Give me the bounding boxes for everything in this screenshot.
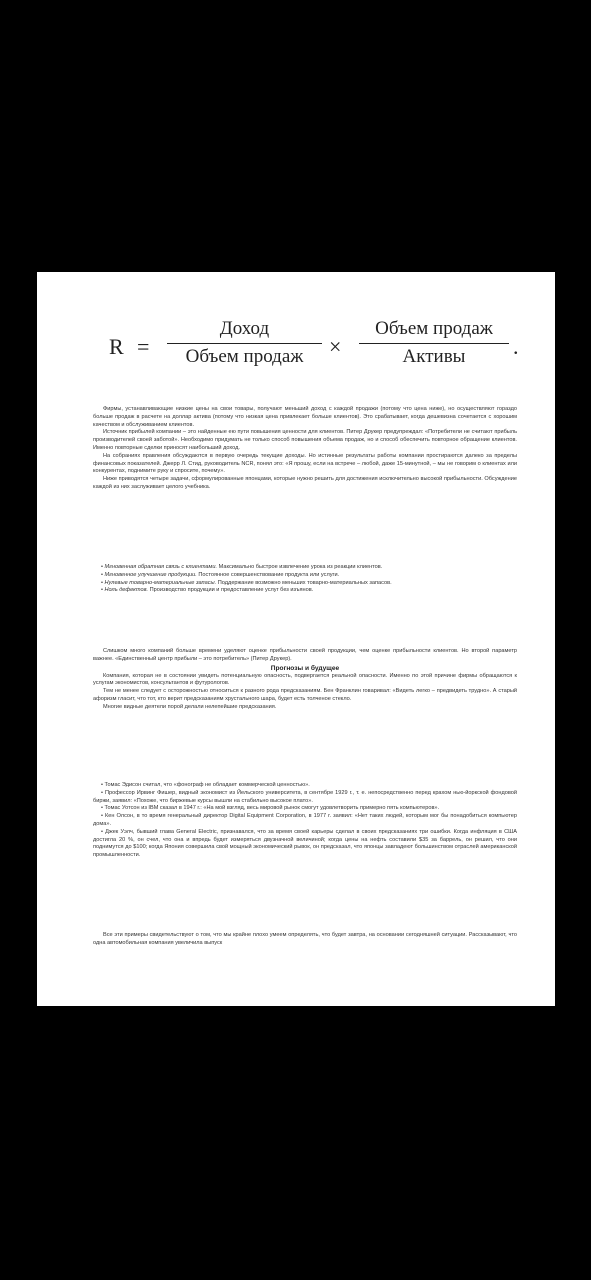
list-item-text: Производство продукции и предоставление услуг без изъянов. [149, 587, 314, 594]
paragraph: Компания, которая не в состоянии увидеть потенциальную опасность, подвергается реальной опасности. Именно по этой причине фирмы обращаются к услугам экономистов, консультантов и футурологов. [93, 672, 517, 687]
paragraph: На собраниях правления обсуждаются в первую очередь текущие доходы. Но истинные результаты работы компании простираются далеко за пределы финансовых показателей. Джерр Л. Стид, руководитель NCR, понял это: «Я прошу, если на встрече – любой, даже 15-минутной, – мы не говорим о клиентах или конкурентах, поднимите руку и спросите, почему». [93, 452, 517, 475]
paragraph: Многие видные деятели порой делали нелепейшие предсказания. [103, 703, 277, 710]
list-item-label: Мгновенное улучшение продукции. [104, 571, 197, 578]
fraction-2-numerator: Объем продаж [375, 318, 493, 339]
formula-period: . [513, 334, 519, 359]
list-item-text: Максимально быстрое извлечение урока из реакции клиентов. [218, 564, 383, 570]
profit-formula [37, 312, 555, 382]
paragraph: Слишком много компаний больше времени уделяют оценке прибыльности своей продукции, чем оценке прибыльности клиентов. Но второй параметр важнее. «Единственный центр прибыли – это потребитель» (Питер Друкер). [93, 648, 517, 662]
list-item: • Томас Уотсон из IBM сказал в 1947 г.: «На мой взгляд, весь мировой рынок смогут удовлетворить примерно пять компьютеров». [101, 805, 440, 812]
paragraph: Все эти примеры свидетельствуют о том, что мы крайне плохо умеем определять, что будет завтра, на основании сегодняшней ситуации. Рассказывают, что одна автомобильная компания увеличила выпуск [93, 932, 517, 946]
list-item: • Джек Уэлч, бывший глава General Electric, признавался, что за время своей карьеры сделал в своих предсказаниях три ошибки. Когда инфляция в США достигла 20 %, он счел, что она и впредь будет измеряться двузначной величиной; когда цены на нефть составили $35 за баррель, он решил, что они поднимутся до $100; когда Япония совершила свой мощный экономический рывок, он предсказал, что японцы завладеют большинством отраслей американской промышленности. [93, 828, 517, 859]
formula-fraction-2 [359, 318, 509, 368]
formula-lhs: R [109, 334, 124, 359]
paragraph: Фирмы, устанавливающие низкие цены на свои товары, получают меньший доход с каждой продажи (потому что цена ниже), но осуществляют гораздо больше продаж в расчете на доллар актива (потому что низкая цена привлекает больше клиентов). Это срабатывает, когда дешевизна сочетается с хорошим качеством и обслуживанием клиентов. [93, 406, 517, 428]
formula-times: × [329, 334, 342, 359]
document-page [37, 272, 555, 1006]
text-block-profitability [93, 406, 517, 492]
fraction-1-numerator: Доход [219, 318, 270, 339]
list-item: • Мгновенная обратная связь с клиентами. Максимально быстрое извлечение урока из реакции клиентов. [101, 564, 383, 570]
list-item: • Кен Олсон, в то время генеральный директор Digital Equipment Corporation, в 1977 г. заявил: «Нет таких людей, которым мог бы понадобиться компьютер дома». [93, 813, 517, 827]
list-item: • Томас Эдисон считал, что «фонограф не обладает коммерческой ценностью». [101, 782, 310, 788]
list-item: • Профессор Ирвинг Фишер, видный экономист из Йельского университета, в сентябре 1929 г., т. е. непосредственно перед крахом нью-йоркской фондовой биржи, заявил: «Похоже, что биржевые курсы вышли на стабильно высокое плато». [93, 789, 517, 804]
formula-equals: = [137, 334, 150, 359]
list-item-label: Ноль дефектов. [104, 587, 149, 594]
bullet-list-predictions [93, 782, 517, 860]
text-block-forecasts [93, 648, 517, 712]
paragraph: Источник прибылей компании – это найденные ею пути повышения ценности для клиентов. Питер Друкер предупреждал: «Потребители не считают прибыль производителей своей заботой». Необходимо придумать не только способ повышения объема продаж, но и способ обеспечить повторное обращение клиентов. Именно повторные сделки приносят наибольший доход. [93, 429, 517, 451]
section-heading: Прогнозы и будущее [270, 664, 340, 672]
paragraph: Тем не менее следует с осторожностью относиться к разного рода предсказаниям. Бен Франклин говаривал: «Видеть легко – предвидеть трудно». А старый афоризм гласит, что тот, кто верит предсказаниям хрустального шара, будет есть толченое стекло. [93, 688, 517, 702]
list-item-text: Постоянное совершенствование продукта или услуги. [198, 571, 340, 578]
bullet-list-japanese-tasks [93, 564, 517, 595]
list-item-text: Поддержание возможно меньших товарно-материальных запасов. [217, 579, 392, 586]
fraction-1-denominator: Объем продаж [185, 346, 304, 367]
list-item: • Нулевые товарно-материальные запасы. Поддержание возможно меньших товарно-материальных запасов. [101, 579, 392, 586]
list-item-label: Мгновенная обратная связь с клиентами. [104, 564, 218, 570]
list-item: • Ноль дефектов. Производство продукции и предоставление услуг без изъянов. [101, 587, 314, 594]
fraction-2-denominator: Активы [402, 346, 466, 367]
list-item: • Мгновенное улучшение продукции. Постоянное совершенствование продукта или услуги. [101, 571, 340, 578]
text-block-conclusion [93, 932, 517, 948]
paragraph: Ниже приводятся четыре задачи, сформулированные японцами, которые нужно решить для достижения исключительно высокой прибыльности. Обсуждение каждой из них заслуживает целого учебника. [93, 476, 517, 490]
formula-fraction-1 [167, 318, 322, 368]
list-item-label: Нулевые товарно-материальные запасы. [104, 579, 217, 586]
